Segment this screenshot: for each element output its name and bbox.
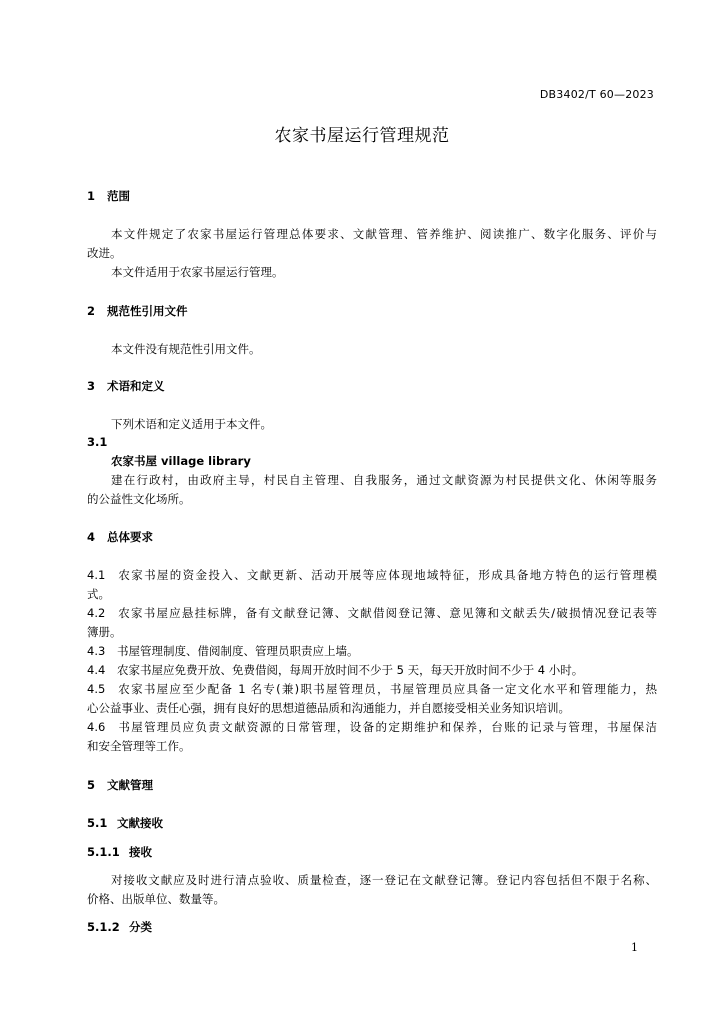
clause-text: 农家书屋的资金投入、文献更新、活动开展等应体现地域特征，形成具备地方特色的运行管理模 <box>117 568 657 582</box>
clause-number: 4.5 <box>87 682 106 696</box>
clause-number: 4.3 <box>87 644 106 658</box>
section-number: 5 <box>87 778 96 792</box>
section-title: 范围 <box>107 189 130 203</box>
clause-number: 4.4 <box>87 663 106 677</box>
clause-continuation: 簿册。 <box>87 625 122 639</box>
clause-continuation: 心公益事业、责任心强，拥有良好的思想道德品质和沟通能力，并自愿接受相关业务知识培训。 <box>87 701 570 715</box>
section-number: 4 <box>87 530 96 544</box>
section-title: 规范性引用文件 <box>107 304 188 318</box>
subsection-5-1-1-heading <box>87 843 657 861</box>
clause-text: 农家书屋应免费开放、免费借阅，每周开放时间不少于 5 天，每天开放时间不少于 4 小时。 <box>117 663 584 677</box>
section-number: 3 <box>87 379 96 393</box>
subsection-number: 5.1.2 <box>87 920 120 934</box>
clause-number: 4.2 <box>87 606 106 620</box>
paragraph-line: 本文件没有规范性引用文件。 <box>111 342 261 356</box>
paragraph-line: 下列术语和定义适用于本文件。 <box>111 417 272 431</box>
subsection-number: 5.1.1 <box>87 845 120 859</box>
term-number: 3.1 <box>87 435 108 449</box>
document-code: DB3402/T 60—2023 <box>539 88 654 101</box>
section-number: 2 <box>87 304 96 318</box>
term-definition-line: 的公益性文化场所。 <box>87 492 191 506</box>
paragraph-line: 改进。 <box>87 246 122 260</box>
section-3-heading <box>87 377 657 395</box>
clause-number: 4.6 <box>87 720 106 734</box>
subsection-title: 分类 <box>129 920 152 934</box>
clause-4-3 <box>87 642 657 660</box>
clause-4-5 <box>87 680 657 698</box>
section-2-heading <box>87 302 657 320</box>
section-title: 术语和定义 <box>107 379 165 393</box>
subsection-title: 文献接收 <box>117 816 163 830</box>
section-4-heading <box>87 528 657 546</box>
paragraph-line: 价格、出版单位、数量等。 <box>87 892 225 906</box>
clause-text: 农家书屋应悬挂标牌，备有文献登记簿、文献借阅登记簿、意见簿和文献丢失/破损情况登记表等 <box>117 606 657 620</box>
paragraph-line: 对接收文献应及时进行清点验收、质量检查，逐一登记在文献登记簿。登记内容包括但不限于名称、 <box>111 873 657 887</box>
subsection-title: 接收 <box>129 845 152 859</box>
subsection-5-1-heading <box>87 814 657 832</box>
subsection-5-1-2-heading <box>87 918 657 936</box>
section-1-heading <box>87 187 657 205</box>
section-number: 1 <box>87 189 96 203</box>
paragraph-line: 本文件规定了农家书屋运行管理总体要求、文献管理、管养维护、阅读推广、数字化服务、评价与 <box>111 227 657 241</box>
clause-number: 4.1 <box>87 568 106 582</box>
clause-4-2 <box>87 604 657 622</box>
section-title: 总体要求 <box>107 530 153 544</box>
term-definition-line: 建在行政村，由政府主导，村民自主管理、自我服务，通过文献资源为村民提供文化、休闲等服务 <box>111 473 657 487</box>
paragraph-line: 本文件适用于农家书屋运行管理。 <box>111 265 284 279</box>
clause-4-1 <box>87 566 657 584</box>
term-name: 农家书屋 village library <box>111 454 251 468</box>
subsection-number: 5.1 <box>87 816 108 830</box>
clause-continuation: 和安全管理等工作。 <box>87 739 191 753</box>
clause-4-4 <box>87 661 657 679</box>
section-title: 文献管理 <box>107 778 153 792</box>
section-5-heading <box>87 776 657 794</box>
clause-text: 书屋管理制度、借阅制度、管理员职责应上墙。 <box>117 644 359 658</box>
clause-text: 书屋管理员应负责文献资源的日常管理，设备的定期维护和保养，台账的记录与管理，书屋保洁 <box>117 720 657 734</box>
clause-continuation: 式。 <box>87 587 110 601</box>
clause-text: 农家书屋应至少配备 1 名专(兼)职书屋管理员，书屋管理员应具备一定文化水平和管理能力，热 <box>117 682 657 696</box>
page-number: 1 <box>631 941 638 954</box>
document-title: 农家书屋运行管理规范 <box>274 126 450 146</box>
clause-4-6 <box>87 718 657 736</box>
